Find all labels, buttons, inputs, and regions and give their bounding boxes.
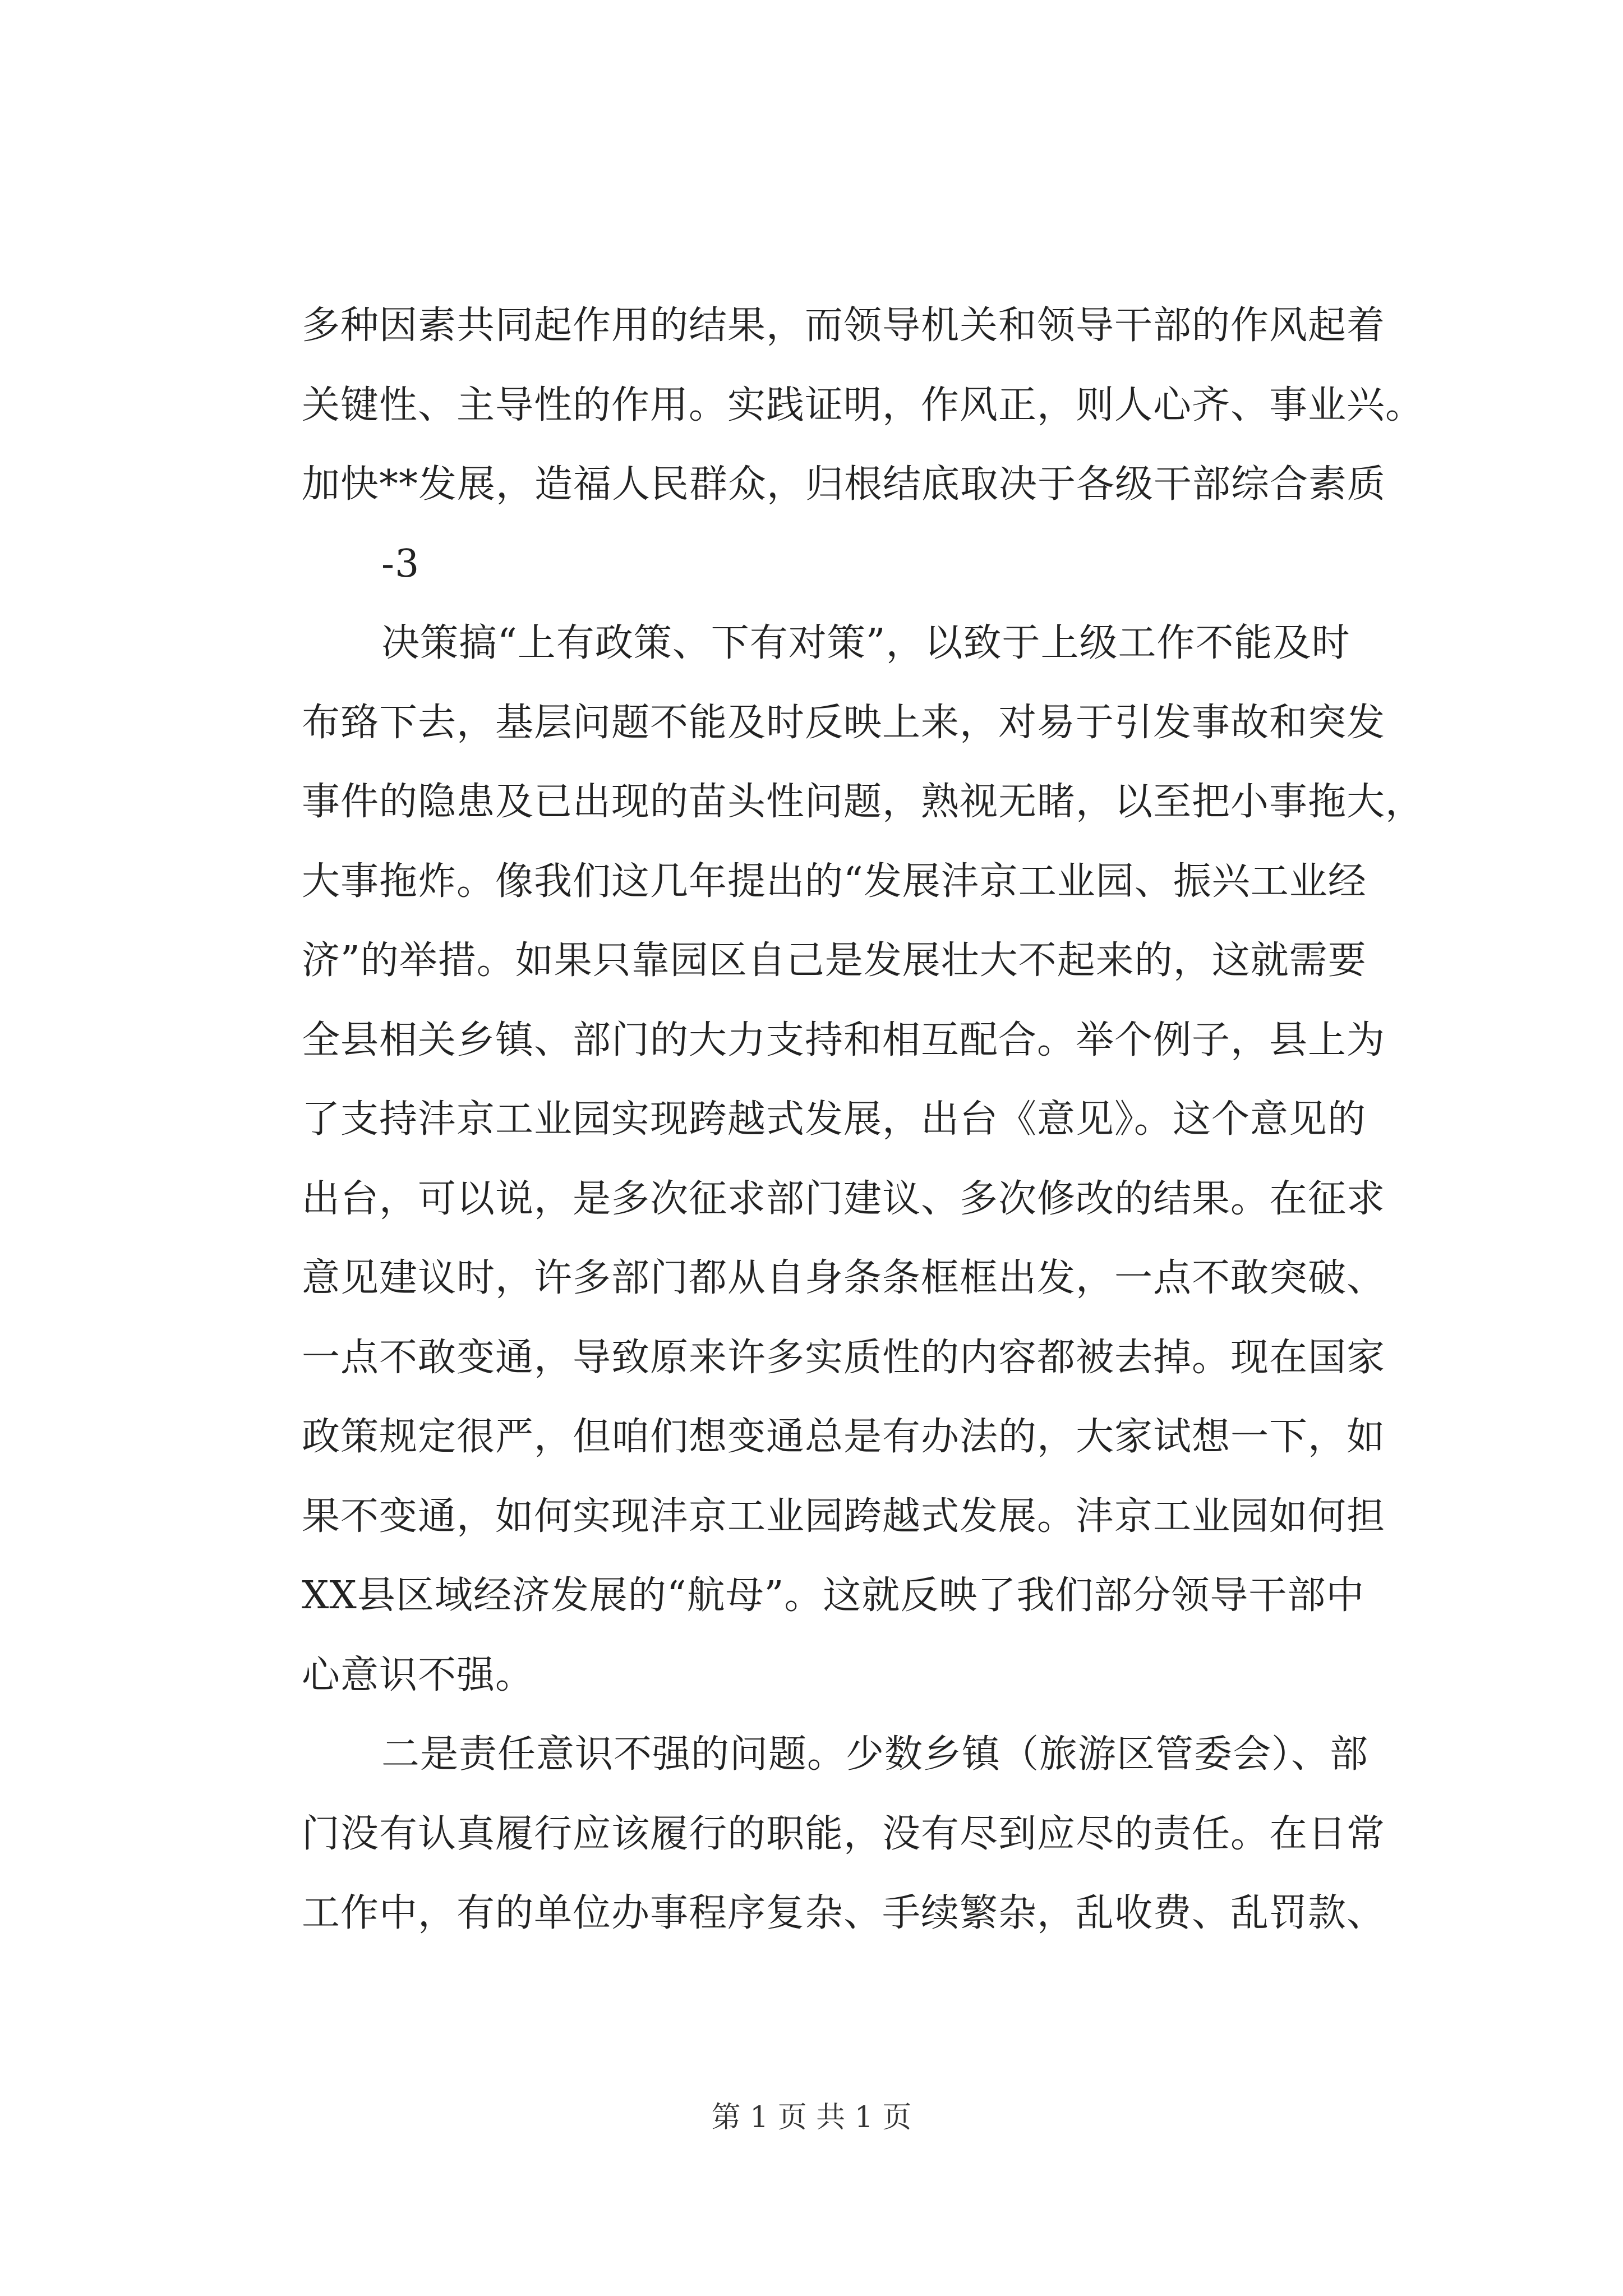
document-body: [302, 286, 1424, 1953]
text-line: 加快**发展，造福人民群众，归根结底取决于各级干部综合素质: [302, 462, 1386, 507]
text-line: 果不变通，如何实现沣京工业园跨越式发展。沣京工业园如何担: [302, 1494, 1386, 1539]
text-line: 多种因素共同起作用的结果，而领导机关和领导干部的作风起着: [302, 303, 1386, 348]
text-line: 一点不敢变通，导致原来许多实质性的内容都被去掉。现在国家: [302, 1335, 1386, 1380]
text-line: 关键性、主导性的作用。实践证明，作风正，则人心齐、事业兴。: [302, 383, 1424, 427]
text-line: 了支持沣京工业园实现跨越式发展，出台《意见》。这个意见的: [302, 1097, 1367, 1142]
text-line: 事件的隐患及已出现的苗头性问题，熟视无睹，以至把小事拖大，: [302, 780, 1424, 824]
text-line: 布臵下去，基层问题不能及时反映上来，对易于引发事故和突发: [302, 700, 1386, 745]
paragraph-start-line: 决策搞“上有政策、下有对策”，以致于上级工作不能及时: [381, 621, 1350, 665]
paragraph-start-line: 二是责任意识不强的问题。少数乡镇（旅游区管委会）、部: [381, 1732, 1369, 1777]
text-line: 意见建议时，许多部门都从自身条条框框出发，一点不敢突破、: [302, 1256, 1386, 1300]
text-line: 心意识不强。: [302, 1653, 534, 1697]
text-line: XX县区域经济发展的“航母”。这就反映了我们部分领导干部中: [302, 1573, 1365, 1618]
text-line: 济”的举措。如果只靠园区自己是发展壮大不起来的，这就需要: [302, 938, 1367, 983]
text-line: 工作中，有的单位办事程序复杂、手续繁杂，乱收费、乱罚款、: [302, 1891, 1386, 1935]
text-line: 政策规定很严，但咱们想变通总是有办法的，大家试想一下，如: [302, 1415, 1386, 1459]
text-line: 大事拖炸。像我们这几年提出的“发展沣京工业园、振兴工业经: [302, 859, 1367, 904]
text-line: 门没有认真履行应该履行的职能，没有尽到应尽的责任。在日常: [302, 1811, 1386, 1856]
text-line: 全县相关乡镇、部门的大力支持和相互配合。举个例子，县上为: [302, 1018, 1386, 1062]
text-line: 出台，可以说，是多次征求部门建议、多次修改的结果。在征求: [302, 1176, 1386, 1221]
page-footer: 第 1 页 共 1 页: [711, 2101, 912, 2134]
text-line-page-marker: -3: [381, 541, 420, 586]
